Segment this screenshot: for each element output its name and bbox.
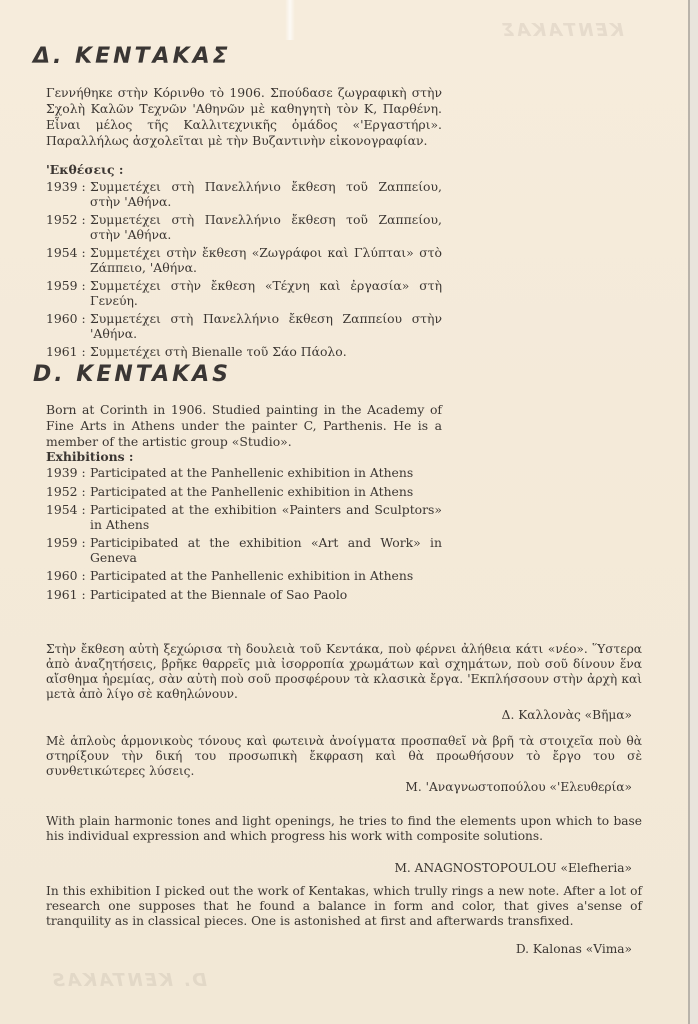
review-english-kalonas: In this exhibition I picked out the work of Kentakas, which trully rings a new note. After a lot of research one supposes that he found a balance in form and color, that gives a'sense of tranquility as in classical pieces. One is astonished at first and afterwards transfixed. — [46, 884, 642, 928]
exhibition-item — [46, 246, 442, 275]
exhibition-item — [46, 279, 442, 308]
exhibition-text: Συμμετέχει στὴ Bienalle τοῦ Σάο Πάολο. — [90, 344, 347, 359]
greek-exhibitions-label: 'Εκθέσεις : — [46, 162, 124, 177]
review-english-anagnostopoulou: With plain harmonic tones and light openings, he tries to find the elements upon which to base his individual expression and which progress his work with composite solutions. — [46, 814, 642, 843]
exhibition-text: Συμμετέχει στὴ Πανελλήνιο ἔκθεση τοῦ Ζαππείου, στὴν 'Αθήνα. — [90, 179, 442, 209]
exhibition-text: Participated at the Biennale of Sao Paolo — [90, 586, 348, 602]
exhibition-item — [46, 466, 442, 481]
exhibition-text: Συμμετέχει στὴν ἔκθεση «Ζωγράφοι καὶ Γλύπται» στὸ Ζάππειο, 'Αθήνα. — [90, 245, 442, 275]
review-signature: D. Kalonas «Vima» — [515, 942, 632, 956]
english-heading: D. KENTAKAS — [33, 362, 232, 387]
exhibition-text: Participated at the Panhellenic exhibition in Athens — [90, 465, 414, 480]
exhibition-year: 1961 : — [46, 344, 86, 359]
exhibition-text: Συμμετέχει στὴν ἔκθεση «Τέχνη καὶ ἐργασία» στὴ Γενεύη. — [90, 278, 442, 308]
exhibition-year: 1954 : — [46, 245, 86, 260]
exhibition-item — [46, 345, 442, 360]
english-exhibitions-label: Exhibitions : — [46, 449, 134, 464]
exhibition-text: Συμμετέχει στὴ Πανελλήνιο ἔκθεση τοῦ Ζαππείου, στὴν 'Αθήνα. — [90, 212, 442, 242]
exhibition-text: Participated at the Panhellenic exhibition in Athens — [90, 483, 414, 499]
exhibition-item — [46, 569, 442, 584]
greek-exhibitions-list — [46, 180, 442, 364]
greek-bio: Γεννήθηκε στὴν Κόρινθο τὸ 1906. Σπούδασε ζωγραφικὴ στὴν Σχολὴ Καλῶν Τεχνῶν 'Αθηνῶν μὲ καθηγητὴ τὸν Κ, Παρθένη. Εἶναι μέλος τῆς Καλλιτεχνικῆς ὁμάδος «'Εργαστήρι». Παραλλήλως ἀσχολεῖται μὲ τὴν Βυζαντινὴν εἰκονογραφίαν. — [46, 85, 442, 148]
exhibition-item — [46, 180, 442, 209]
page-edge — [690, 0, 698, 1024]
exhibition-item — [46, 588, 442, 603]
bleed-through-text-bottom: D. KENTAKAS — [50, 970, 208, 991]
exhibition-year: 1960 : — [46, 311, 86, 326]
bleed-through-text-top: ΚΕΝΤΑΚΑΣ — [500, 20, 624, 41]
english-bio: Born at Corinth in 1906. Studied painting in the Academy of Fine Arts in Athens under the painter C, Parthenis. He is a member of the artistic group «Studio». — [46, 402, 442, 449]
review-greek-kallonas: Στὴν ἔκθεση αὐτὴ ξεχώρισα τὴ δουλειὰ τοῦ Κεντάκα, ποὺ φέρνει ἀλήθεια κάτι «νέο». Ὕστερα ἀπὸ ἀναζητήσεις, βρῆκε θαρρεῖς μιὰ ἰσορροπία χρωμάτων καὶ σχημάτων, ποὺ σοῦ δίνουν ἕνα αἴσθημα ἠρεμίας, σὰν αὐτὴ ποὺ σοῦ προσφέρουν τὰ κλασικὰ ἔργα. 'Εκπλήσσουν στὴν ἀρχὴ καὶ μετὰ ἀπὸ λίγο σὲ καθηλώνουν. — [46, 642, 642, 701]
greek-heading: Δ. ΚΕΝΤΑΚΑΣ — [33, 44, 231, 69]
exhibition-item — [46, 503, 442, 532]
review-signature: Μ. 'Αναγνωστοπούλου «'Ελευθερία» — [405, 780, 632, 794]
exhibition-year: 1959 : — [46, 278, 86, 293]
exhibition-year: 1960 : — [46, 568, 86, 583]
exhibition-year: 1939 : — [46, 465, 86, 480]
review-signature: Δ. Καλλονὰς «Βῆμα» — [501, 708, 632, 722]
paper-fold — [285, 0, 295, 40]
exhibition-text: Participibated at the exhibition «Art and Work» in Geneva — [90, 535, 442, 565]
exhibition-text: Συμμετέχει στὴ Πανελλήνιο ἔκθεση Ζαππείου στὴν 'Αθήνα. — [90, 311, 442, 341]
review-greek-anagnostopoulou: Μὲ ἁπλοὺς ἁρμονικοὺς τόνους καὶ φωτεινὰ ἀνοίγματα προσπαθεῖ νὰ βρῆ τὰ στοιχεῖα ποὺ θὰ στηρίξουν τὴν δική του προσωπικὴ ἔκφραση καὶ θὰ προωθήσουν τὸ ἔργο του σὲ συνθετικώτερες λύσεις. — [46, 734, 642, 778]
exhibition-year: 1939 : — [46, 179, 86, 194]
exhibition-item — [46, 485, 442, 500]
exhibition-item — [46, 536, 442, 565]
exhibition-year: 1952 : — [46, 483, 86, 499]
exhibition-year: 1961 : — [46, 586, 86, 602]
exhibition-text: Participated at the Panhellenic exhibition in Athens — [90, 568, 414, 583]
exhibition-year: 1959 : — [46, 535, 86, 550]
exhibition-item — [46, 312, 442, 341]
exhibition-item — [46, 213, 442, 242]
exhibition-year: 1954 : — [46, 502, 86, 517]
review-signature: M. ANAGNOSTOPOULOU «Elefheria» — [394, 861, 632, 875]
exhibition-text: Participated at the exhibition «Painters and Sculptors» in Athens — [90, 502, 442, 532]
exhibition-year: 1952 : — [46, 212, 86, 227]
english-exhibitions-list — [46, 466, 442, 606]
